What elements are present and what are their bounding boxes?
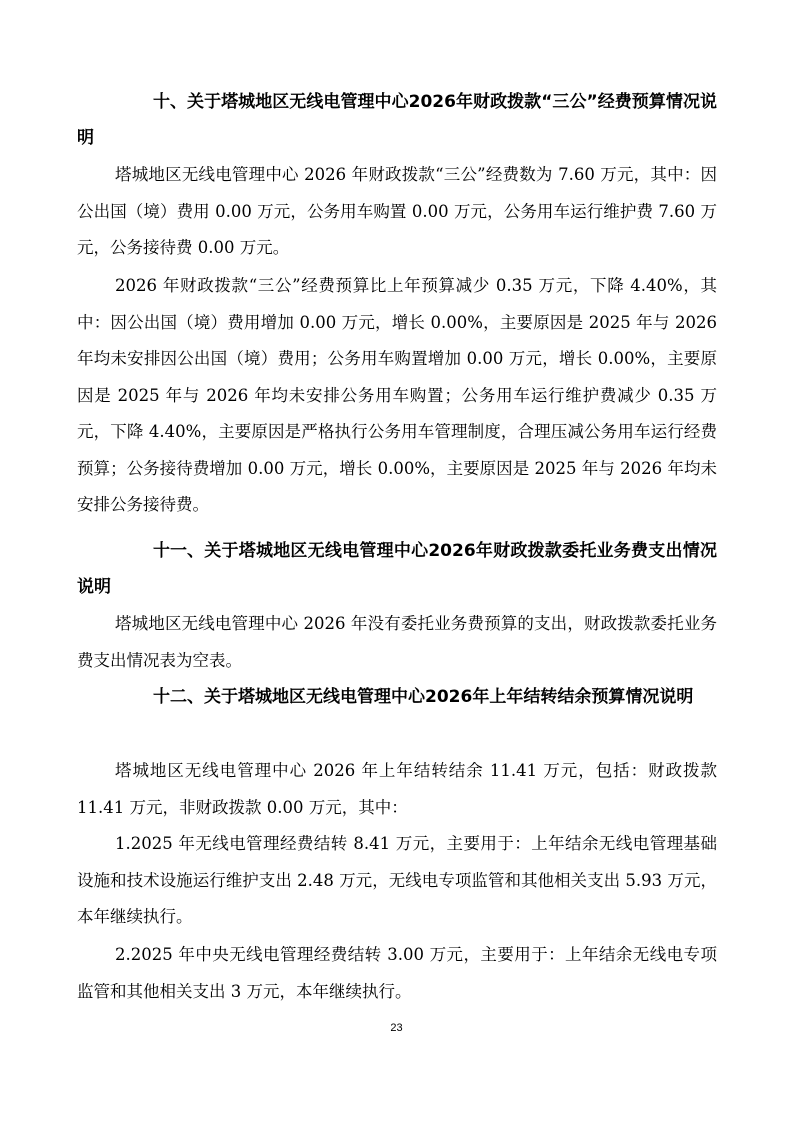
section-title: 关于塔城地区无线电管理中心2026年财政拨款委托业务费支出情况说明 [77, 541, 717, 597]
paragraph: 塔城地区无线电管理中心 2026 年财政拨款“三公”经费数为 7.60 万元，其中：因公出国（境）费用 0.00 万元，公务用车购置 0.00 万元，公务用车运行维护费 7.60 万元，公务接待费 0.00 万元。 [77, 165, 717, 257]
section-heading-10 [77, 84, 717, 156]
paragraph: 2.2025 年中央无线电管理经费结转 3.00 万元，主要用于：上年结余无线电专项监管和其他相关支出 3 万元，本年继续执行。 [77, 945, 717, 1001]
paragraph: 1.2025 年无线电管理经费结转 8.41 万元，主要用于：上年结余无线电管理基础设施和技术设施运行维护支出 2.48 万元，无线电专项监管和其他相关支出 5.93 万元，本年继续执行。 [77, 834, 717, 926]
section-heading-11 [77, 533, 717, 605]
paragraph: 塔城地区无线电管理中心 2026 年上年结转结余 11.41 万元，包括：财政拨款 11.41 万元，非财政拨款 0.00 万元，其中： [77, 761, 717, 817]
paragraph: 塔城地区无线电管理中心 2026 年没有委托业务费预算的支出，财政拨款委托业务费支出情况表为空表。 [77, 614, 717, 670]
section-number: 十一、 [153, 541, 204, 561]
section-heading-12 [77, 679, 717, 715]
section-title: 关于塔城地区无线电管理中心2026年上年结转结余预算情况说明 [204, 687, 694, 707]
paragraph: 2026 年财政拨款“三公”经费预算比上年预算减少 0.35 万元，下降 4.40%，其中：因公出国（境）费用增加 0.00 万元，增长 0.00%，主要原因是 2025 年与 2026 年均未安排因公出国（境）费用；公务用车购置增加 0.00 万元，增长 0.00%，主要原因是 2025 年与 2026 年均未安排公务用车购置；公务用车运行维护费减少 0.35 万元，下降 4.40%，主要原因是严格执行公务用车管理制度，合理压减公务用车运行经费预算；公务接待费增加 0.00 万元，增长 0.00%，主要原因是 2025 年与 2026 年均未安排公务接待费。 [77, 276, 717, 514]
section-title: 关于塔城地区无线电管理中心2026年财政拨款“三公”经费预算情况说明 [77, 92, 717, 148]
page-number: 23 [390, 1022, 403, 1034]
section-number: 十二、 [153, 687, 204, 707]
section-number: 十、 [153, 92, 187, 112]
